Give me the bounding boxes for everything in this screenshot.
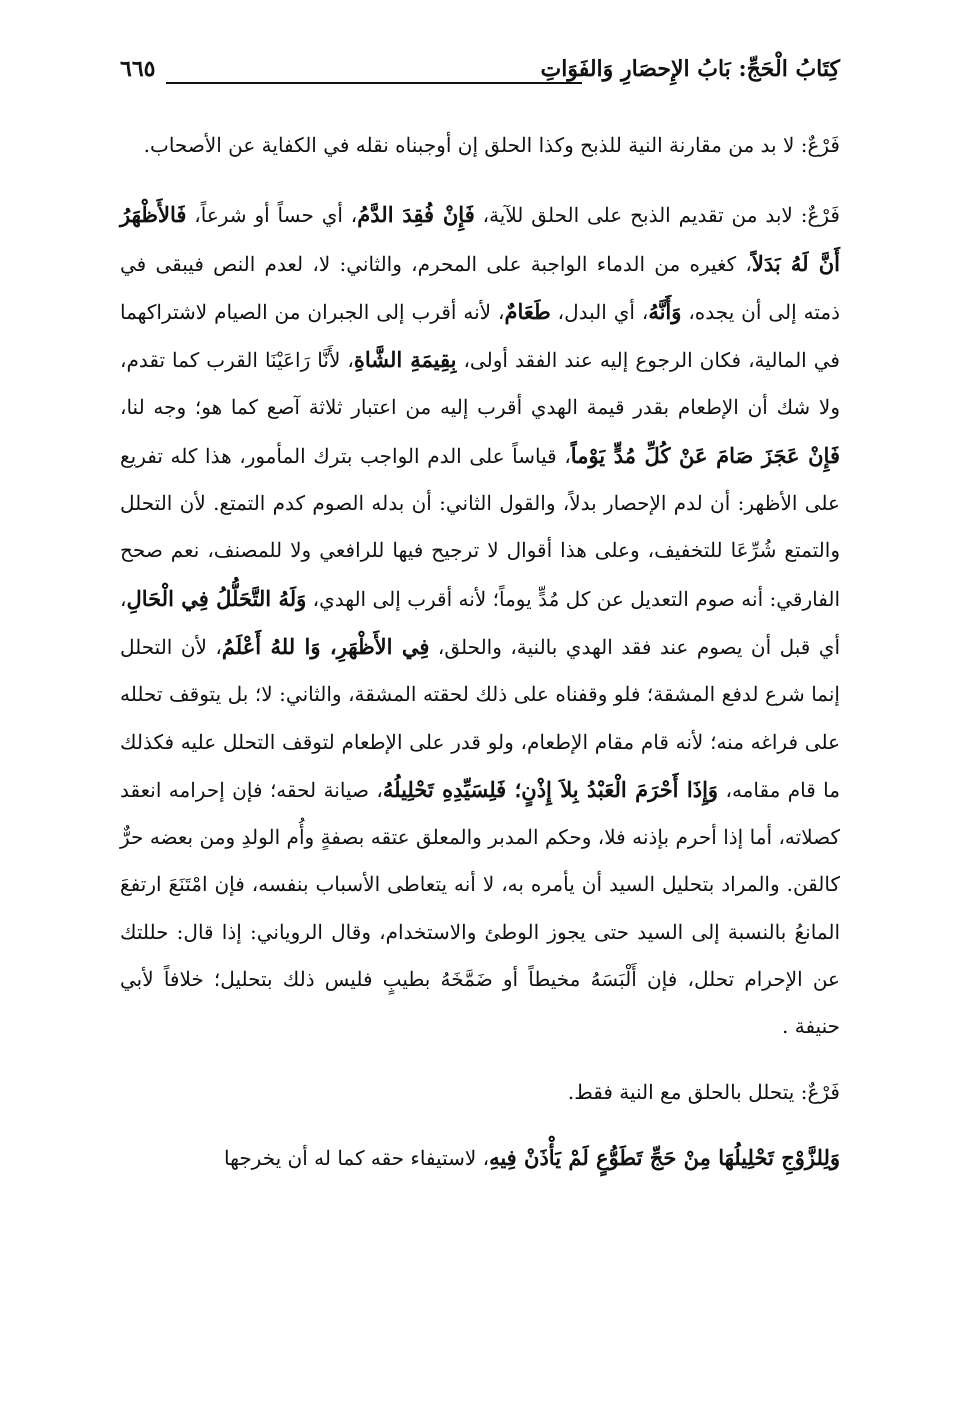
commentary-text: ، لأن التحلل إنما شرع لدفع المشقة؛ فلو وقفناه على ذلك لحقته المشقة، والثاني: لا؛ بل يتوقف تحلله على فراغه منه؛ لأنه قام مقام الإطعام، ولو قدر على الإطعام لتوقف التحلل عليه فكذلك ما قام مقامه،	[120, 634, 841, 802]
page-body	[120, 122, 840, 1182]
matn-text: فَإِنْ عَجَزَ صَامَ عَنْ كُلِّ مُدٍّ يَوْماً	[570, 442, 840, 468]
commentary-text: فَرْعٌ: يتحلل بالحلق مع النية فقط.	[567, 1079, 840, 1104]
paragraph-zawj	[120, 1134, 840, 1182]
commentary-text: ، أي قبل أن يصوم عند فقد الهدي بالنية، والحلق،	[120, 586, 840, 659]
paragraph-far-dhabh	[120, 191, 840, 1050]
paragraph-far-halq	[120, 1069, 840, 1116]
running-header	[120, 56, 840, 96]
matn-text: فَالأَظْهَرُ أَنَّ لَهُ بَدَلاً	[120, 202, 841, 276]
commentary-text: ، صيانة لحقه؛ فإن إحرامه انعقد كصلاته، أما إذا أحرم بإذنه فلا، وحكم المدبر والمعلق عتقه بصفةٍ وأُم الولدِ ومن بعضه حرٌّ كالقن. والمراد بتحليل السيد أن يأمره به، لا أنه يتعاطى الأسباب بنفسه، فإن امْتَنَعَ ارتفعَ المانعُ بالنسبة إلى السيد حتى يجوز الوطئ والاستخدام، وقال الروياني: إذا قال: حللتك عن الإحرام تحلل، فإن أَلْبَسَهُ مخيطاً أو ضَمَّخَهُ بطيبٍ فليس ذلك بتحليل؛ خلافاً لأبي حنيفة .	[120, 777, 840, 1039]
matn-text: وَلِلزَّوْجِ تَحْلِيلُهَا مِنْ حَجِّ تَطَوُّعٍ لَمْ يَأْذَنْ فِيهِ	[489, 1144, 840, 1170]
chapter-title: كِتَابُ الْحَجِّ: بَابُ الإِحصَارِ وَالفَوَاتِ	[540, 56, 840, 82]
commentary-text: ، كغيره من الدماء الواجبة على المحرم، والثاني: لا، لعدم النص فيبقى في ذمته إلى أن يجده،	[120, 251, 840, 324]
matn-text: وَإِذَا أَحْرَمَ الْعَبْدُ بِلاَ إِذْنٍ؛ فَلِسَيِّدِهِ تَحْلِيلُهُ	[382, 776, 719, 802]
commentary-text: ، لأَنَّا رَاعَيْنَا القرب كما تقدم، ولا شك أن الإطعام بقدر قيمة الهدي أقرب إليه من اعتبار ثلاثة آصع كما هو؛ وجه لنا،	[120, 348, 840, 420]
commentary-text: ، لاستيفاء حقه كما له أن يخرجها	[224, 1145, 490, 1170]
commentary-text: فَرْعٌ: لا بد من مقارنة النية للذبح وكذا الحلق إن أوجبناه نقله في الكفاية عن الأصحاب.	[143, 133, 840, 157]
header-rule	[166, 82, 582, 84]
page-number: ٦٦٥	[120, 56, 156, 82]
matn-text: فَإِنْ فُقِدَ الدَّمُ	[357, 202, 475, 228]
commentary-text: ، لأنه أقرب إلى الجبران من الصيام لاشتراكهما في المالية، فكان الرجوع إليه عند الفقد أولى،	[120, 299, 840, 373]
commentary-text: ، قياساً على الدم الواجب بترك المأمور، هذا كله تفريع على الأظهر: أن لدم الإحصار بدلاً، والقول الثاني: أن بدله الصوم كدم التمتع. لأن التحلل والتمتع شُرِّعَا للتخفيف، وعلى هذا أقوال لا ترجيح فيها للرافعي ولا للمصنف، نعم صحح الفارقي: أنه صوم التعديل عن كل مُدٍّ يوماً؛ لأنه أقرب إلى الهدي،	[120, 443, 840, 611]
matn-text: طَعَامٌ	[504, 298, 551, 324]
paragraph-far-niyya	[120, 122, 840, 169]
matn-text: بِقِيمَةِ الشَّاةِ	[353, 347, 457, 373]
matn-text: وَلَهُ التَّحَلُّلُ فِي الْحَالِ	[126, 585, 307, 611]
commentary-text: ، أي حساً أو شرعاً،	[186, 203, 358, 228]
commentary-text: ، أي البدل،	[550, 299, 649, 324]
matn-text: فِي الأَظْهَرِ، وَا للهُ أَعْلَمُ	[221, 633, 430, 659]
matn-text: وَأَنَّهُ	[648, 298, 682, 324]
commentary-text: فَرْعٌ: لابد من تقديم الذبح على الحلق للآية،	[474, 203, 840, 228]
